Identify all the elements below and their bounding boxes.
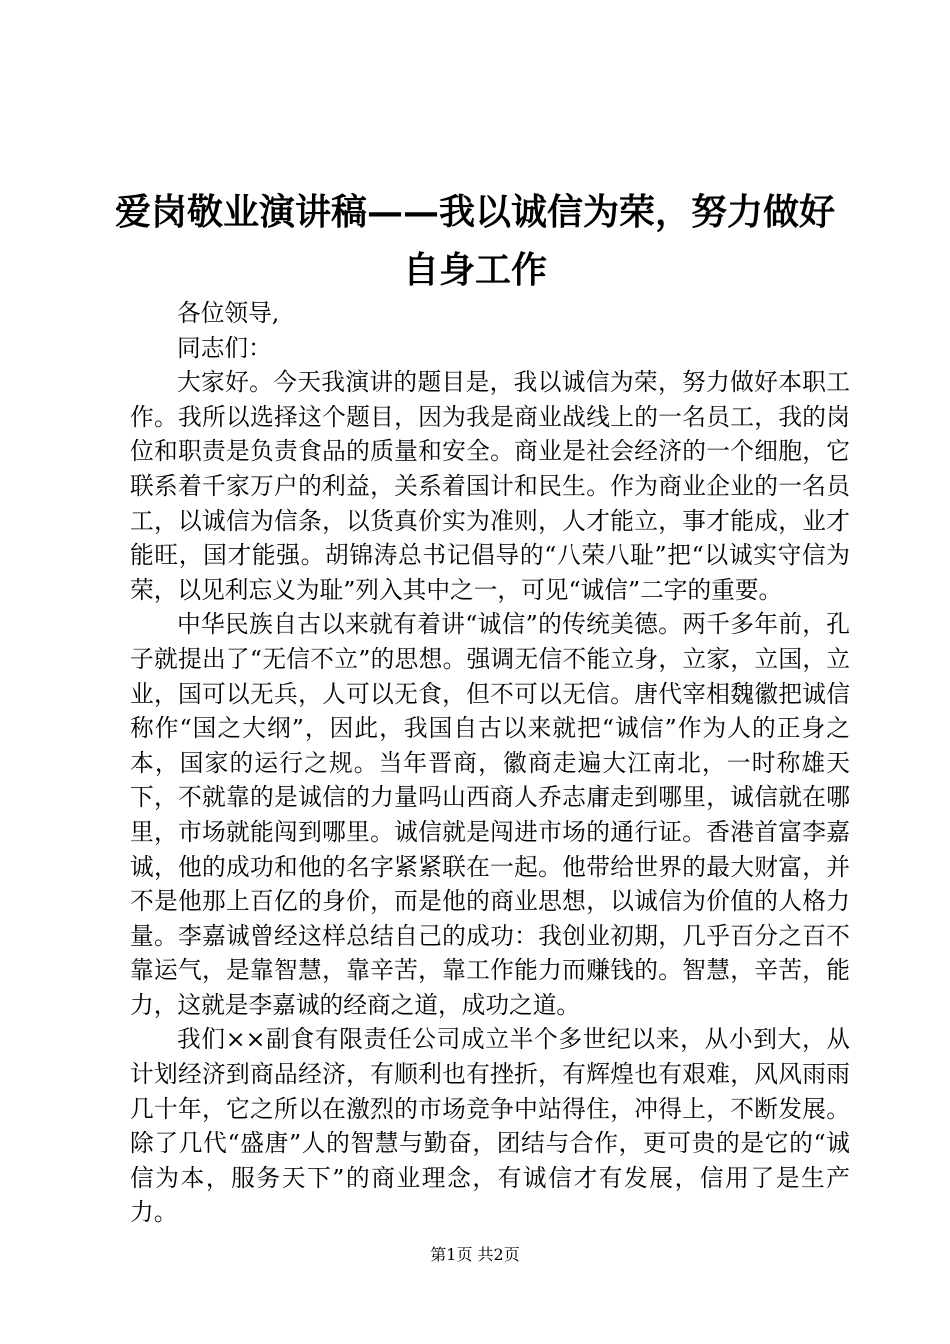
paragraph-2: 中华民族自古以来就有着讲“诚信”的传统美德。两千多年前，孔子就提出了“无信不立”的思想。强调无信不能立身，立家，立国，立业，国可以无兵，人可以无食，但不可以无信。唐代宰相魏徽把诚信称作“国之大纲”，因此，我国自古以来就把“诚信”作为人的正身之本，国家的运行之规。当年晋商，徽商走遍大江南北，一时称雄天下，不就靠的是诚信的力量吗山西商人乔志庸走到哪里，诚信就在哪里，市场就能闯到哪里。诚信就是闯进市场的通行证。香港首富李嘉诚，他的成功和他的名字紧紧联在一起。他带给世界的最大财富，并不是他那上百亿的身价，而是他的商业思想，以诚信为价值的人格力量。李嘉诚曾经这样总结自己的成功：我创业初期，几乎百分之百不靠运气，是靠智慧，靠辛苦，靠工作能力而赚钱的。智慧，辛苦，能力，这就是李嘉诚的经商之道，成功之道。 xyxy=(130,610,850,1019)
salutation-leaders: 各位领导, xyxy=(177,299,280,327)
salutation-comrades: 同志们： xyxy=(177,333,272,362)
page-number-footer: 第1页 共2页 xyxy=(430,1245,520,1264)
document-body xyxy=(130,296,850,1230)
paragraph-1: 大家好。今天我演讲的题目是，我以诚信为荣，努力做好本职工作。我所以选择这个题目，因为我是商业战线上的一名员工，我的岗位和职责是负责食品的质量和安全。商业是社会经济的一个细胞，它联系着千家万户的利益，关系着国计和民生。作为商业企业的一名员工，以诚信为信条，以货真价实为准则，人才能立，事才能成，业才能旺，国才能强。胡锦涛总书记倡导的“八荣八耻”把“以诚实守信为荣，以见利忘义为耻”列入其中之一，可见“诚信”二字的重要。 xyxy=(130,368,850,604)
paragraph-3: 我们××副食有限责任公司成立半个多世纪以来，从小到大，从计划经济到商品经济，有顺利也有挫折，有辉煌也有艰难，风风雨雨几十年，它之所以在激烈的市场竞争中站得住，冲得上，不断发展。除了几代“盛唐”人的智慧与勤奋，团结与合作，更可贵的是它的“诚信为本，服务天下”的商业理念，有诚信才有发展，信用了是生产力。 xyxy=(130,1025,850,1227)
document-title-line-2: 自身工作 xyxy=(402,249,547,291)
document-title-line-1: 爱岗敬业演讲稿——我以诚信为荣，努力做好 xyxy=(114,191,835,233)
